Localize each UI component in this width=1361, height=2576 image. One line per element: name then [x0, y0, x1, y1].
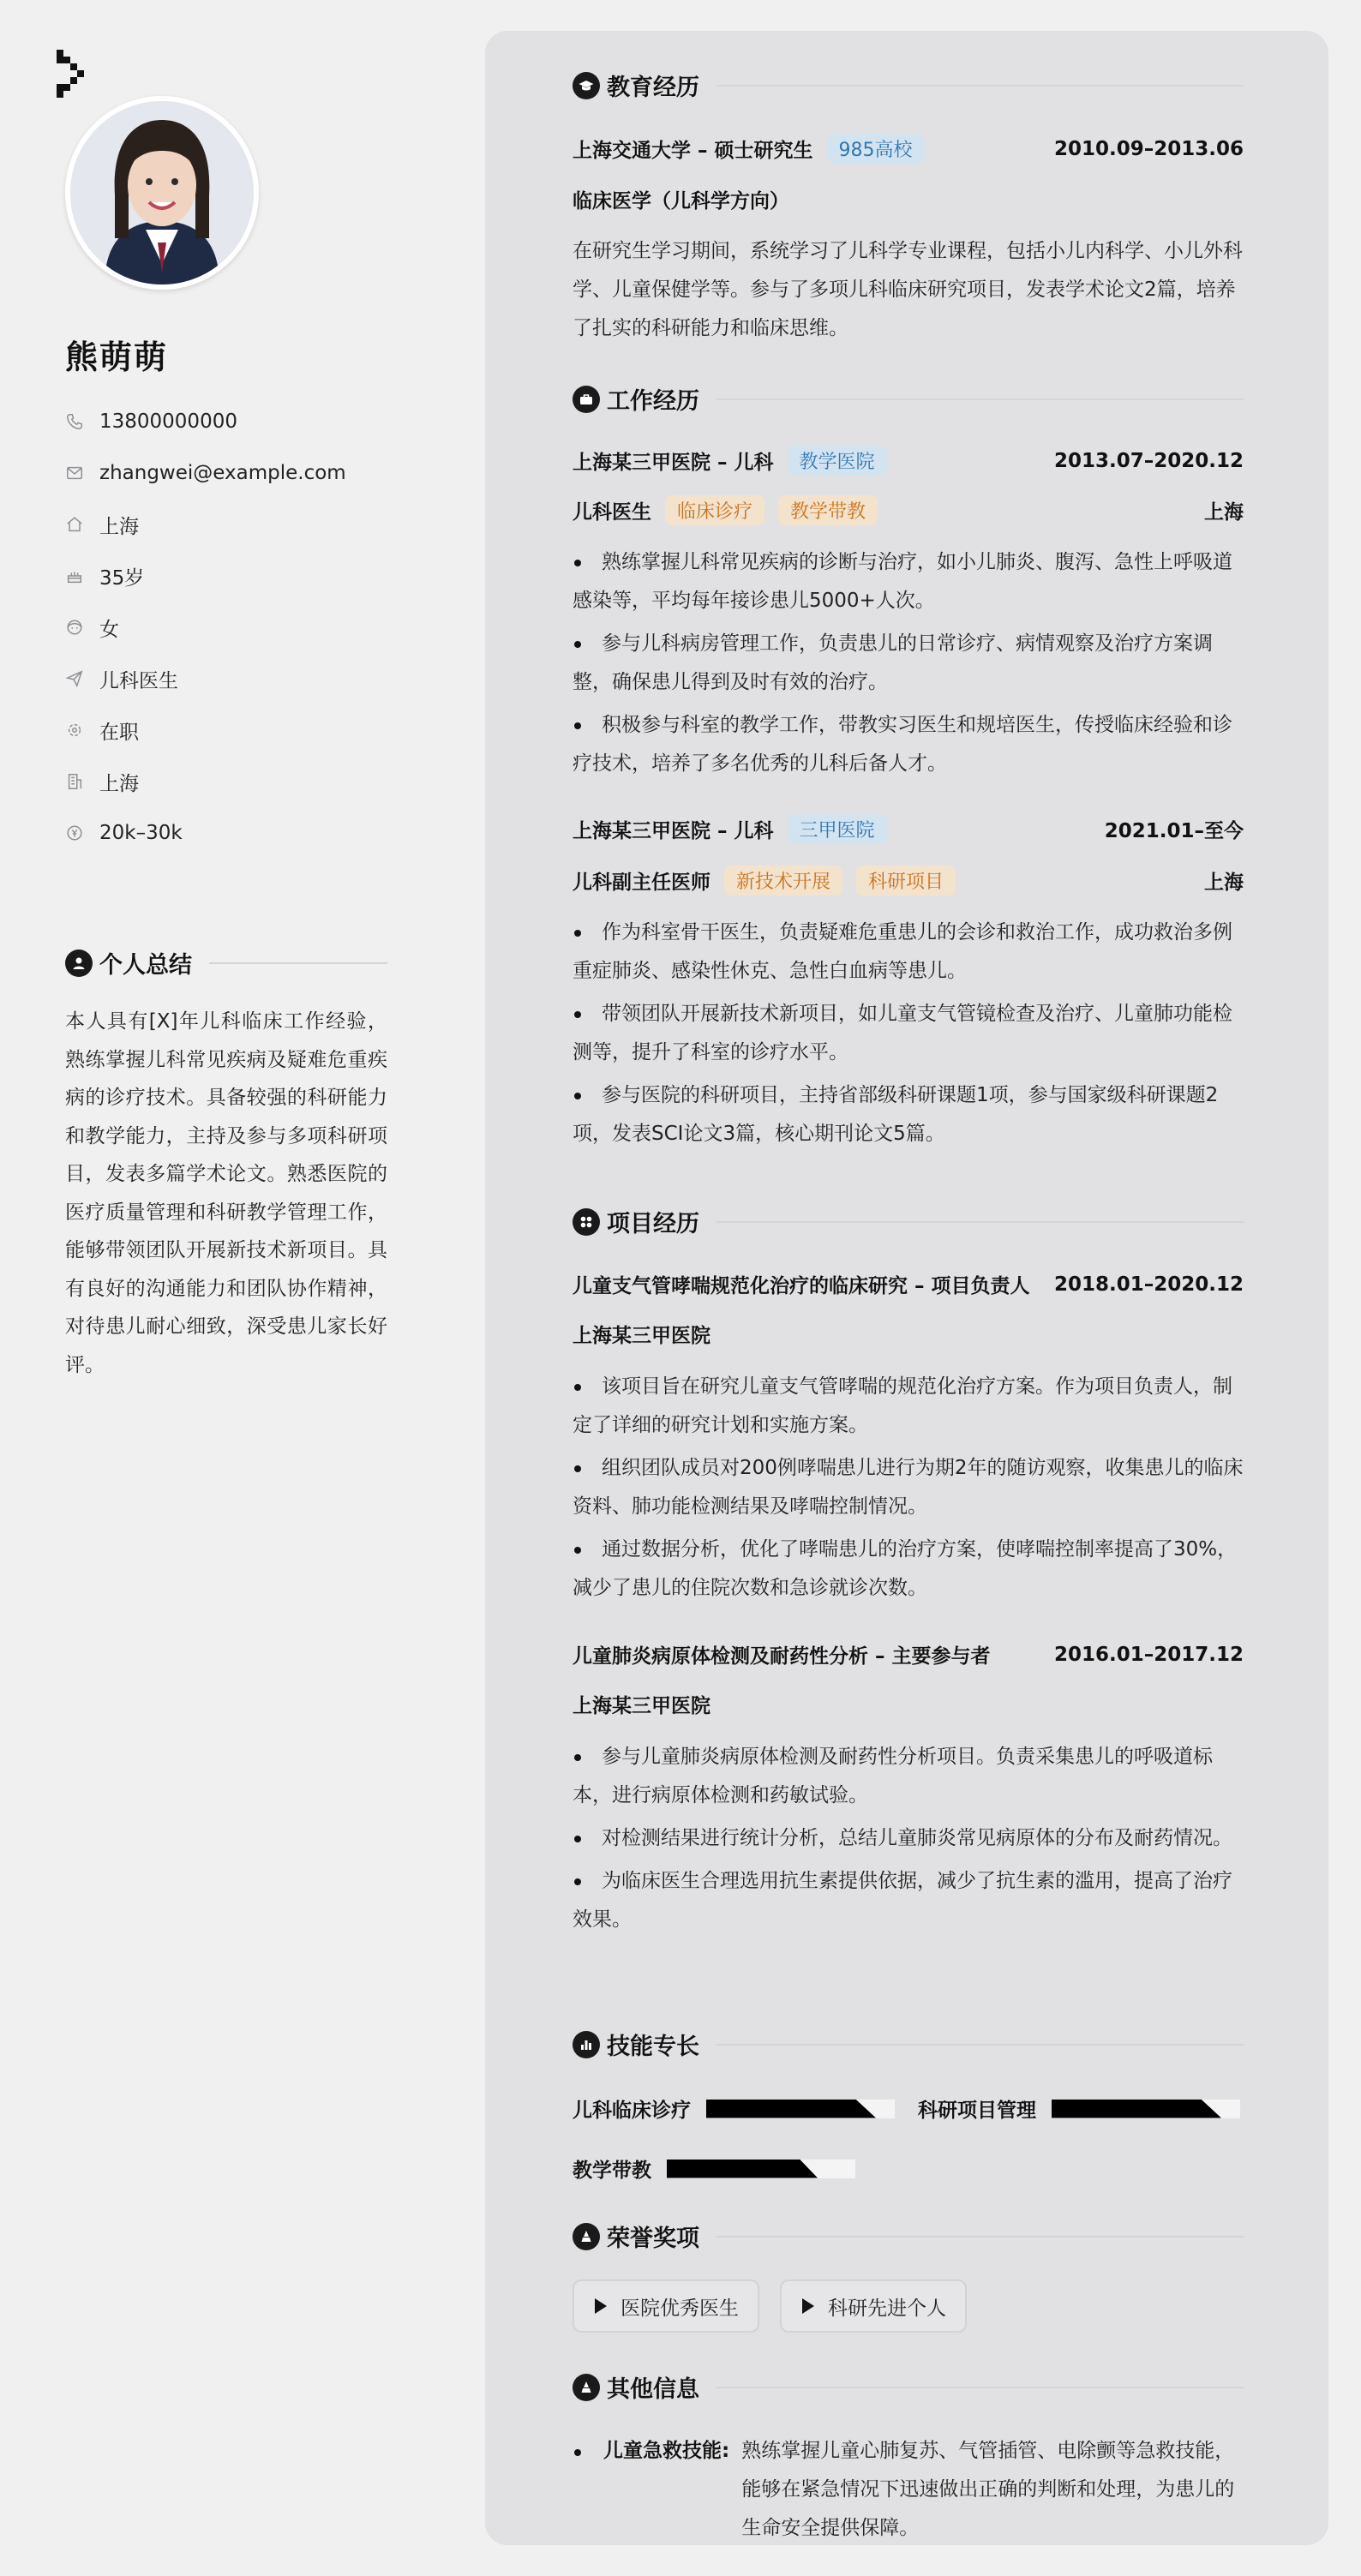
summary-header: [65, 946, 387, 979]
projects-header: [573, 1205, 1244, 1238]
skills-title: 技能专长: [607, 2034, 699, 2060]
skill-level-fill: [667, 2160, 818, 2178]
project-2-org-line: [573, 1690, 1244, 1718]
gender-icon: [65, 618, 84, 637]
role-tag: 临床诊疗: [665, 495, 764, 525]
divider: [209, 962, 387, 964]
avatar: [65, 96, 259, 290]
education-date: 2010.09–2013.06: [1053, 137, 1244, 160]
projects-title: 项目经历: [607, 1211, 699, 1237]
info-row-phone: [65, 396, 346, 447]
age-text: 35岁: [99, 566, 145, 590]
list-item: 带领团队开展新技术新项目，如儿童支气管镜检查及治疗、儿童肺功能检测等，提升了科室的诊疗水平。: [573, 995, 1244, 1072]
address-text: 上海: [99, 515, 139, 538]
school-name: 上海交通大学 – 硕士研究生: [573, 140, 813, 162]
project-2-bullets: [573, 1738, 1244, 1944]
email-text: zhangwei@example.com: [99, 462, 346, 484]
status-text: 在职: [99, 721, 139, 744]
divider: [716, 2387, 1244, 2388]
other-item: [573, 2432, 1244, 2548]
skill-level-bar: [1052, 2100, 1240, 2118]
salary-icon: [65, 824, 84, 842]
list-item: 对检测结果进行统计分析，总结儿童肺炎常见病原体的分布及耐药情况。: [573, 1819, 1244, 1858]
work-entry-1-role-line: [573, 495, 1244, 525]
skill-level-fill: [1052, 2100, 1221, 2118]
work-date: 2013.07–2020.12: [1053, 449, 1244, 472]
work-city: 上海: [1204, 872, 1244, 894]
role-title: 儿科医生: [573, 501, 651, 524]
divider: [716, 1221, 1244, 1223]
role-title: 儿科副主任医师: [573, 872, 710, 894]
brand-logo-icon: [55, 48, 89, 101]
city-text: 上海: [99, 772, 139, 795]
candidate-name: 熊萌萌: [65, 338, 169, 376]
cake-icon: [65, 566, 84, 585]
status-icon: [65, 721, 84, 740]
portrait-image: [70, 101, 254, 285]
skill-level-bar: [706, 2100, 895, 2118]
award-text: 科研先进个人: [828, 2297, 946, 2320]
award-text: 医院优秀医生: [621, 2297, 739, 2320]
education-title: 教育经历: [607, 75, 699, 101]
skill-item: [573, 2094, 895, 2123]
work-entry-1-head: [573, 446, 1244, 476]
role-tag: 新技术开展: [724, 866, 842, 896]
bullet-dot: [574, 2449, 581, 2456]
work-entry-1-bullets: [573, 543, 1244, 788]
project-date: 2016.01–2017.12: [1053, 1643, 1244, 1666]
award-badge: [780, 2279, 967, 2333]
project-1-org-line: [573, 1320, 1244, 1348]
building-icon: [65, 772, 84, 791]
list-item: 为临床医生合理选用抗生素提供依据，减少了抗生素的滥用，提高了治疗效果。: [573, 1862, 1244, 1939]
work-entry-2-role-line: [573, 866, 1244, 896]
school-tag: 985高校: [827, 134, 925, 164]
project-1-bullets: [573, 1368, 1244, 1612]
skill-name: 儿科临床诊疗: [573, 2100, 691, 2122]
award-icon: [573, 2223, 600, 2250]
list-item: 作为科室骨干医生，负责疑难危重患儿的会诊和救治工作，成功救治多例重症肺炎、感染性休克、急性白血病等患儿。: [573, 914, 1244, 991]
person-icon: [65, 950, 93, 977]
work-date: 2021.01–至今: [1104, 820, 1244, 842]
salary-text: 20k–30k: [99, 822, 183, 844]
honors-header: [573, 2220, 1244, 2253]
project-2-head: [573, 1640, 1244, 1668]
skills-header: [573, 2028, 1244, 2061]
graduation-cap-icon: [573, 72, 600, 99]
company-tag: 教学医院: [788, 446, 887, 476]
info-row-address: [65, 499, 346, 550]
list-item: 参与儿科病房管理工作，负责患儿的日常诊疗、病情观察及治疗方案调整，确保患儿得到及时有效的治疗。: [573, 625, 1244, 702]
summary-text: 本人具有[X]年儿科临床工作经验，熟练掌握儿科常见疾病及疑难危重疾病的诊疗技术。具备较强的科研能力和教学能力，主持及参与多项科研项目，发表多篇学术论文。熟悉医院的医疗质量管理和科研教学管理工作，能够带领团队开展新技术新项目。具有良好的沟通能力和团队协作精神，对待患儿耐心细致，深受患儿家长好评。: [65, 1010, 387, 1376]
honors-title: 荣誉奖项: [607, 2226, 699, 2252]
job-text: 儿科医生: [99, 669, 178, 692]
other-header: [573, 2370, 1244, 2404]
briefcase-icon: [573, 386, 600, 413]
role-tag: 教学带教: [778, 495, 878, 525]
award-badge: [573, 2279, 759, 2333]
skill-name: 教学带教: [573, 2160, 651, 2182]
bar-chart-icon: [573, 2031, 600, 2058]
work-entry-2-bullets: [573, 914, 1244, 1158]
contact-info-list: [65, 396, 346, 859]
education-description: 在研究生学习期间，系统学习了儿科学专业课程，包括小儿内科学、小儿外科学、儿童保健学等。参与了多项儿科临床研究项目，发表学术论文2篇，培养了扎实的科研能力和临床思维。: [573, 240, 1243, 339]
other-key: 儿童急救技能:: [603, 2440, 730, 2462]
home-icon: [65, 515, 84, 534]
skill-item: [918, 2094, 1240, 2123]
info-row-email: [65, 447, 346, 499]
list-item: 通过数据分析，优化了哮喘患儿的治疗方案，使哮喘控制率提高了30%，减少了患儿的住院次数和急诊就诊次数。: [573, 1531, 1244, 1608]
play-triangle-icon: [802, 2298, 814, 2314]
skill-level-bar: [667, 2160, 855, 2178]
list-item: 参与医院的科研项目，主持省部级科研课题1项，参与国家级科研课题2项，发表SCI论文3篇，核心期刊论文5篇。: [573, 1076, 1244, 1153]
project-date: 2018.01–2020.12: [1053, 1273, 1244, 1296]
divider: [716, 85, 1244, 87]
work-header: [573, 382, 1244, 416]
play-triangle-icon: [595, 2298, 607, 2314]
work-city: 上海: [1204, 501, 1244, 524]
work-title: 工作经历: [607, 388, 699, 415]
phone-icon: [65, 412, 84, 431]
info-row-age: [65, 550, 346, 602]
education-major-line: [573, 185, 1244, 213]
project-1-head: [573, 1270, 1244, 1298]
other-value: 熟练掌握儿童心肺复苏、气管插管、电除颤等急救技能，能够在紧急情况下迅速做出正确的判断和处理，为患儿的生命安全提供保障。: [741, 2440, 1235, 2539]
gender-text: 女: [99, 618, 119, 641]
info-row-city: [65, 756, 346, 807]
info-row-gender: [65, 602, 346, 653]
education-major: 临床医学（儿科学方向）: [573, 190, 789, 213]
info-icon: [573, 2374, 600, 2401]
other-title: 其他信息: [607, 2376, 699, 2403]
divider: [716, 398, 1244, 400]
divider: [716, 2044, 1244, 2046]
education-entry-head: [573, 134, 1244, 164]
divider: [716, 2236, 1244, 2238]
project-name: 儿童肺炎病原体检测及耐药性分析 – 主要参与者: [573, 1645, 991, 1668]
summary-title: 个人总结: [99, 952, 192, 979]
project-name: 儿童支气管哮喘规范化治疗的临床研究 – 项目负责人: [573, 1275, 1030, 1297]
mail-icon: [65, 464, 84, 482]
project-org: 上海某三甲医院: [573, 1325, 710, 1347]
skill-name: 科研项目管理: [918, 2100, 1036, 2122]
send-icon: [65, 669, 84, 688]
info-row-salary: [65, 807, 346, 859]
project-org: 上海某三甲医院: [573, 1695, 710, 1717]
skill-item: [573, 2154, 855, 2183]
skill-level-fill: [706, 2100, 876, 2118]
company-name: 上海某三甲医院 – 儿科: [573, 820, 774, 842]
role-tag: 科研项目: [856, 866, 956, 896]
list-item: 该项目旨在研究儿童支气管哮喘的规范化治疗方案。作为项目负责人，制定了详细的研究计划和实施方案。: [573, 1368, 1244, 1445]
sidebar: [0, 0, 480, 2576]
work-entry-2-head: [573, 814, 1244, 844]
phone-text: 13800000000: [99, 410, 237, 433]
list-item: 积极参与科室的教学工作，带教实习医生和规培医生，传授临床经验和诊疗技术，培养了多名优秀的儿科后备人才。: [573, 706, 1244, 783]
list-item: 参与儿童肺炎病原体检测及耐药性分析项目。负责采集患儿的呼吸道标本，进行病原体检测和药敏试验。: [573, 1738, 1244, 1815]
company-tag: 三甲医院: [788, 814, 887, 844]
info-row-status: [65, 704, 346, 756]
info-row-job: [65, 653, 346, 704]
list-item: 组织团队成员对200例哮喘患儿进行为期2年的随访观察，收集患儿的临床资料、肺功能检测结果及哮喘控制情况。: [573, 1449, 1244, 1526]
education-header: [573, 69, 1244, 102]
grid-icon: [573, 1208, 600, 1236]
list-item: 熟练掌握儿科常见疾病的诊断与治疗，如小儿肺炎、腹泻、急性上呼吸道感染等，平均每年接诊患儿5000+人次。: [573, 543, 1244, 620]
company-name: 上海某三甲医院 – 儿科: [573, 452, 774, 474]
